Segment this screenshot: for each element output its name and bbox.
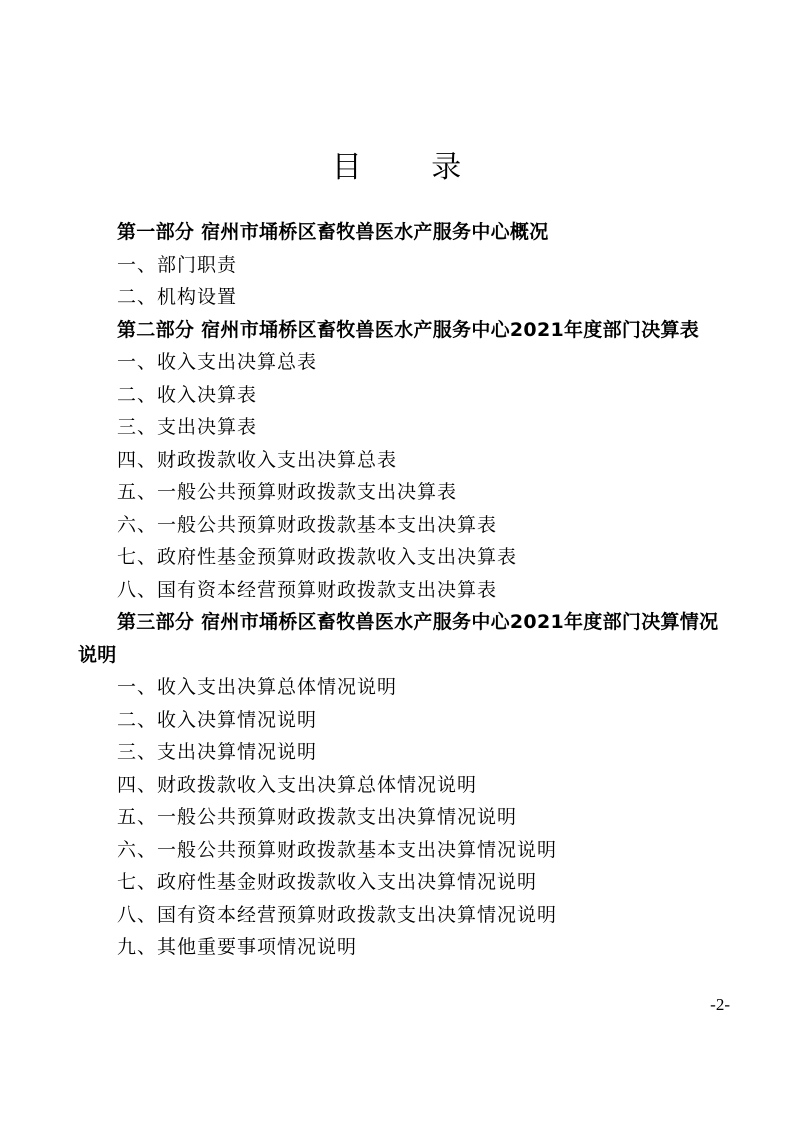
toc-item: 五、一般公共预算财政拨款支出决算情况说明 (117, 806, 518, 828)
toc-part-2-heading: 第二部分 宿州市埇桥区畜牧兽医水产服务中心2021年度部门决算表 (117, 318, 700, 341)
toc-item: 一、收入支出决算总体情况说明 (117, 676, 398, 698)
toc-part-1-heading: 第一部分 宿州市埇桥区畜牧兽医水产服务中心概况 (117, 221, 549, 243)
toc-item: 八、国有资本经营预算财政拨款支出决算情况说明 (117, 903, 558, 926)
table-of-contents (78, 216, 726, 964)
toc-item: 二、收入决算表 (117, 383, 258, 406)
toc-item: 二、收入决算情况说明 (117, 708, 318, 731)
toc-item: 三、支出决算情况说明 (117, 741, 318, 763)
toc-item: 六、一般公共预算财政拨款基本支出决算表 (117, 513, 498, 536)
toc-item: 四、财政拨款收入支出决算总体情况说明 (117, 773, 478, 796)
toc-item: 七、政府性基金财政拨款收入支出决算情况说明 (117, 871, 538, 893)
toc-item: 六、一般公共预算财政拨款基本支出决算情况说明 (117, 838, 558, 861)
toc-item: 四、财政拨款收入支出决算总表 (117, 448, 398, 471)
toc-item: 二、机构设置 (117, 286, 238, 308)
toc-item: 三、支出决算表 (117, 416, 258, 438)
page-number: -2- (710, 995, 730, 1014)
toc-item: 八、国有资本经营预算财政拨款支出决算表 (117, 578, 498, 601)
toc-item: 一、收入支出决算总表 (117, 351, 318, 373)
page-title: 目 录 (331, 150, 492, 185)
toc-item: 七、政府性基金预算财政拨款收入支出决算表 (117, 546, 518, 568)
toc-part-3-heading: 第三部分 宿州市埇桥区畜牧兽医水产服务中心2021年度部门决算情况说明 (78, 611, 719, 666)
toc-item: 一、部门职责 (117, 253, 238, 276)
toc-item: 五、一般公共预算财政拨款支出决算表 (117, 481, 458, 503)
toc-item: 九、其他重要事项情况说明 (117, 936, 358, 958)
